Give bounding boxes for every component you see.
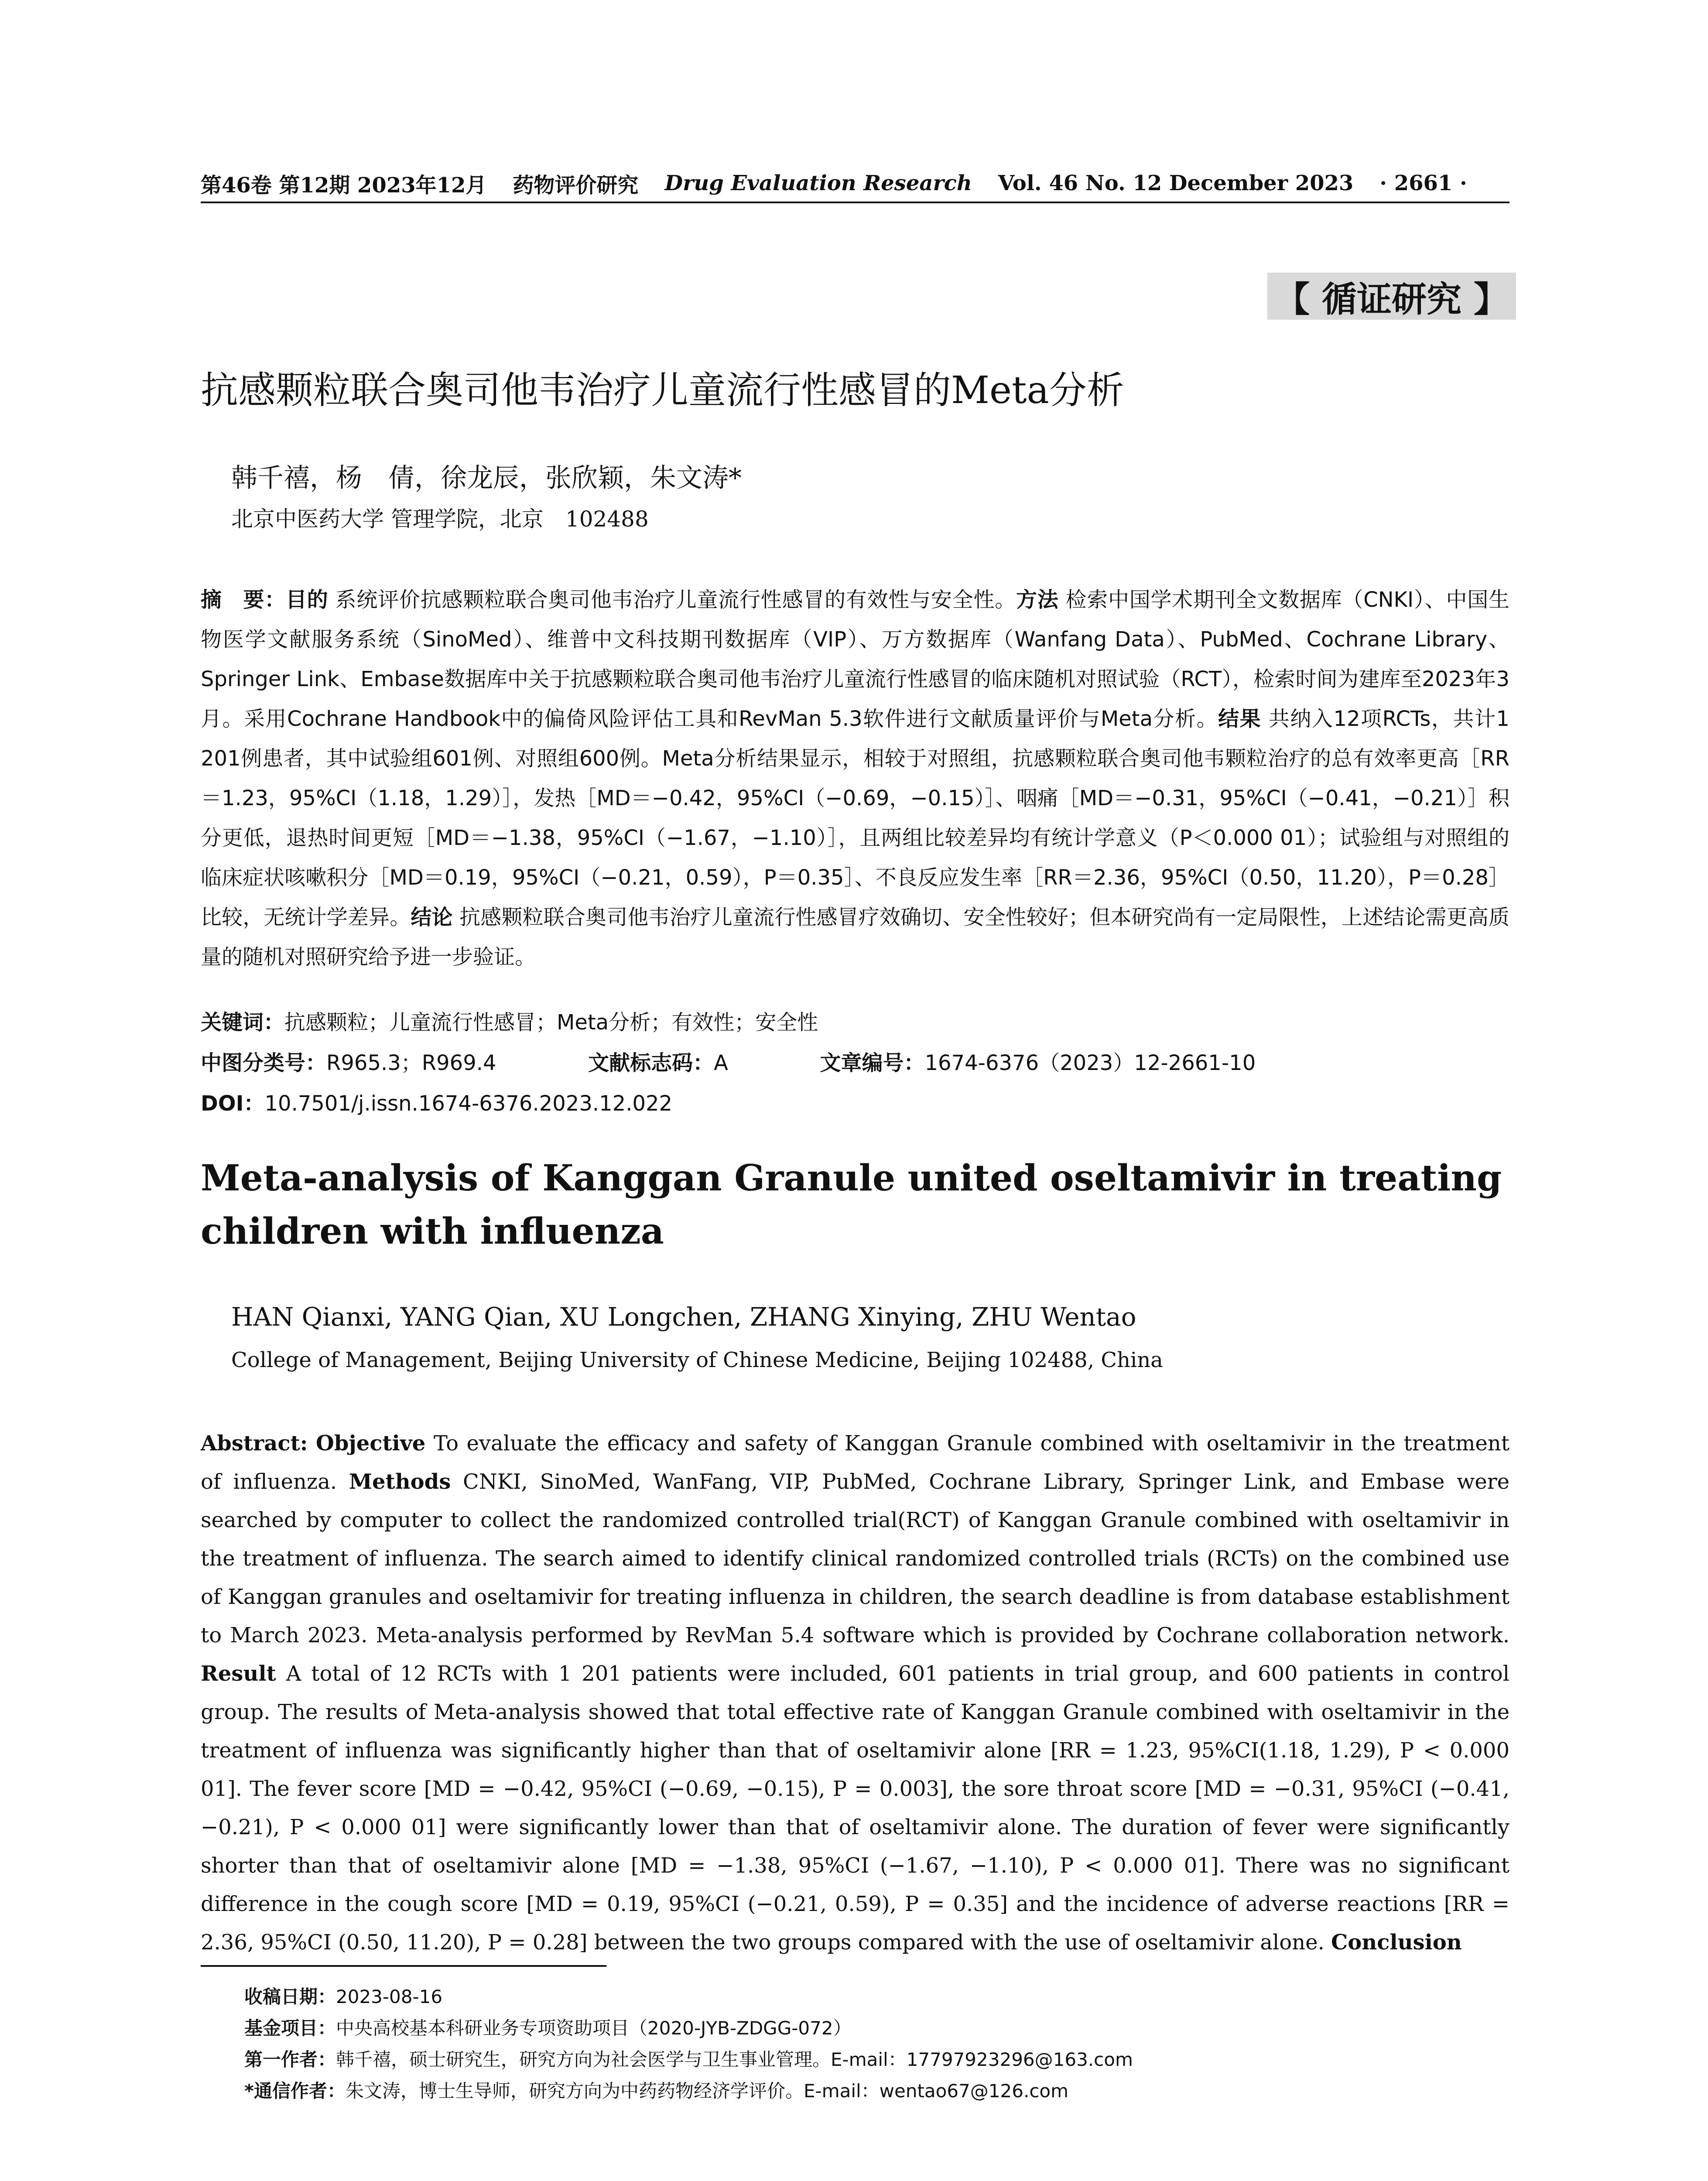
cn-results: 共纳入12项RCTs，共计1 201例患者，其中试验组601例、对照组600例。Meta分析结果显示，相较于对照组，抗感颗粒联合奥司他韦颗粒治疗的总有效率更高［RR＝1.23，95%CI（1.18，1.29）］，发热［MD＝−0.42，95%CI（−0.69，−0.15）］、咽痛［MD＝−0.31，95%CI（−0.41，−0.21）］积分更低，退热时间更短［MD＝−1.38，95%CI（−1.67，−1.10）］，且两组比较差异均有统计学意义（P＜0.000 01）；试验组与对照组的临床症状咳嗽积分［MD＝0.19，95%CI（−0.21，0.59），P＝0.35］、不良反应发生率［RR＝2.36，95%CI（0.50，11.20），P＝0.28］比较，无统计学差异。 <box>201 707 1509 930</box>
header-rule <box>201 202 1509 203</box>
en-methods-label: Methods <box>349 1470 451 1494</box>
cn-abstract <box>201 580 1509 977</box>
footnote-corresponding <box>244 2077 1068 2103</box>
en-abstract <box>201 1424 1509 1962</box>
fund-value: 中央高校基本科研业务专项资助项目（2020-JYB-ZDGG-072） <box>336 2017 852 2039</box>
fund-label: 基金项目： <box>244 2017 336 2039</box>
en-abstract-label: Abstract: <box>201 1431 308 1456</box>
journal-en: Drug Evaluation Research <box>664 171 972 195</box>
cn-methods: 检索中国学术期刊全文数据库（CNKI）、中国生物医学文献服务系统（SinoMed）、维普中文科技期刊数据库（VIP）、万方数据库（Wanfang Data）、PubMed、Cochrane Library、Springer Link、Embase数据库中关于抗感颗粒联合奥司他韦治疗儿童流行性感冒的临床随机对照试验（RCT），检索时间为建库至2023年3月。采用Cochrane Handbook中的偏倚风险评估工具和RevMan 5.3软件进行文献质量评价与Meta分析。 <box>201 588 1509 731</box>
en-authors: HAN Qianxi, YANG Qian, XU Longchen, ZHANG Xinying, ZHU Wentao <box>231 1302 1136 1332</box>
corresponding-value: 朱文涛，博士生导师，研究方向为中药药物经济学评价。E-mail：wentao67@126.com <box>345 2080 1069 2102</box>
en-methods: CNKI, SinoMed, WanFang, VIP, PubMed, Cochrane Library, Springer Link, and Embase were searched by computer to collect the randomized controlled trial(RCT) of Kanggan Granule combined with oseltamivir in the treatment of influenza. The search aimed to identify clinical randomized controlled trials (RCTs) on the combined use of Kanggan granules and oseltamivir for treating influenza in children, the search deadline is from database establishment to March 2023. Meta-analysis performed by RevMan 5.4 software which is provided by Cochrane collaboration network. <box>201 1470 1510 1648</box>
journal-cn: 药物评价研究 <box>513 173 639 198</box>
footnote-first-author <box>244 2045 1133 2072</box>
cn-results-label: 结果 <box>1218 707 1262 731</box>
cn-affiliation: 北京中医药大学 管理学院，北京 102488 <box>231 506 649 532</box>
cn-classification <box>201 1046 1509 1076</box>
issue-en: Vol. 46 No. 12 December 2023 <box>998 171 1354 195</box>
cn-authors: 韩千禧，杨 倩，徐龙辰，张欣颖，朱文涛* <box>231 463 742 493</box>
cn-doc-code-value: A <box>714 1051 728 1075</box>
cn-title: 抗感颗粒联合奥司他韦治疗儿童流行性感冒的Meta分析 <box>201 369 1124 412</box>
cn-doi <box>201 1087 1509 1117</box>
cn-doi-value: 10.7501/j.issn.1674-6376.2023.12.022 <box>264 1091 673 1116</box>
issue-cn: 第46卷 第12期 2023年12月 <box>201 173 487 198</box>
corresponding-label: *通信作者： <box>244 2080 346 2102</box>
first-author-value: 韩千禧，硕士研究生，研究方向为社会医学与卫生事业管理。E-mail：17797923296@163.com <box>336 2049 1133 2070</box>
cn-methods-label: 方法 <box>1016 588 1059 612</box>
footnote-fund <box>244 2014 852 2040</box>
en-title: Meta-analysis of Kanggan Granule united oseltamivir in treating children with influenza <box>201 1157 1502 1252</box>
footnote-received <box>244 1983 442 2009</box>
en-results-label: Result <box>201 1661 276 1686</box>
first-author-label: 第一作者： <box>244 2049 336 2070</box>
footnote-rule <box>201 1965 606 1967</box>
running-header <box>201 168 1509 198</box>
cn-conclusion: 抗感颗粒联合奥司他韦治疗儿童流行性感冒疗效确切、安全性较好；但本研究尚有一定局限性，上述结论需更高质量的随机对照研究给予进一步验证。 <box>201 905 1509 969</box>
cn-conclusion-label: 结论 <box>411 905 453 930</box>
cn-keywords <box>201 1005 1509 1036</box>
cn-abstract-label: 摘 要： <box>201 588 286 612</box>
cn-article-no-value: 1674-6376（2023）12-2661-10 <box>924 1051 1256 1075</box>
cn-doi-label: DOI： <box>201 1091 265 1116</box>
cn-keywords-label: 关键词： <box>201 1010 285 1035</box>
en-conclusion-label: Conclusion <box>1331 1930 1462 1955</box>
cn-clc-label: 中图分类号： <box>201 1051 327 1075</box>
en-objective: To evaluate the efficacy and safety of Kanggan Granule combined with oseltamivir in the treatment of influenza. <box>201 1431 1510 1494</box>
cn-keywords-value: 抗感颗粒；儿童流行性感冒；Meta分析；有效性；安全性 <box>284 1010 818 1035</box>
cn-clc-value: R965.3；R969.4 <box>326 1051 496 1075</box>
cn-objective-label: 目的 <box>286 588 329 612</box>
en-objective-label: Objective <box>316 1431 426 1456</box>
received-value: 2023-08-16 <box>336 1986 443 2007</box>
section-tag: 【 循证研究 】 <box>1267 273 1516 320</box>
received-label: 收稿日期： <box>244 1986 336 2007</box>
en-results: A total of 12 RCTs with 1 201 patients were included, 601 patients in trial group, and 600 patients in control group. The results of Meta-analysis showed that total effective rate of Kanggan Granule combined with oseltamivir in the treatment of influenza was significantly higher than that of oseltamivir alone [RR = 1.23, 95%CI(1.18, 1.29), P < 0.000 01]. The fever score [MD = −0.42, 95%CI (−0.69, −0.15), P = 0.003], the sore throat score [MD = −0.31, 95%CI (−0.41, −0.21), P < 0.000 01] were significantly lower than that of oseltamivir alone. The duration of fever were significantly shorter than that of oseltamivir alone [MD = −1.38, 95%CI (−1.67, −1.10), P < 0.000 01]. There was no significant difference in the cough score [MD = 0.19, 95%CI (−0.21, 0.59), P = 0.35] and the incidence of adverse reactions [RR = 2.36, 95%CI (0.50, 11.20), P = 0.28] between the two groups compared with the use of oseltamivir alone. <box>201 1661 1509 1955</box>
page-number: · 2661 · <box>1379 171 1467 195</box>
cn-article-no-label: 文章编号： <box>820 1051 925 1075</box>
en-affiliation: College of Management, Beijing University of Chinese Medicine, Beijing 102488, China <box>231 1348 1163 1372</box>
cn-doc-code-label: 文献标志码： <box>588 1051 714 1075</box>
cn-objective: 系统评价抗感颗粒联合奥司他韦治疗儿童流行性感冒的有效性与安全性。 <box>335 588 1016 612</box>
